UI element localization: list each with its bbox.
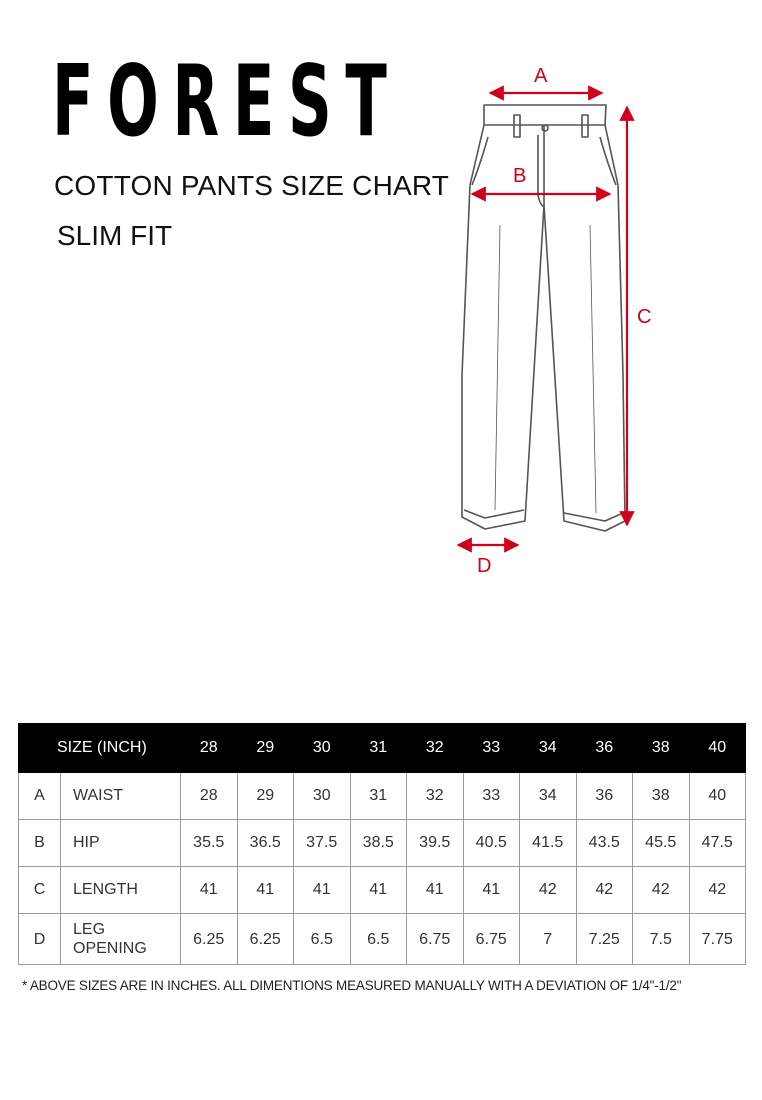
chart-title: COTTON PANTS SIZE CHART <box>54 170 450 201</box>
table-cell: 37.5 <box>294 820 351 867</box>
table-header-row <box>19 724 746 773</box>
table-cell: 41 <box>350 867 407 914</box>
table-cell: 42 <box>576 867 633 914</box>
header-size: 31 <box>350 724 407 773</box>
row-label-line: LEG <box>73 921 106 938</box>
table-cell: 38.5 <box>350 820 407 867</box>
row-label: WAIST <box>61 773 181 820</box>
header-size: 40 <box>689 724 746 773</box>
header-size: 30 <box>294 724 351 773</box>
label-c: C <box>637 306 652 328</box>
label-a: A <box>534 65 548 87</box>
table-row-waist <box>19 773 746 820</box>
table-cell: 6.5 <box>350 914 407 965</box>
table-cell: 42 <box>520 867 577 914</box>
fit-type: SLIM FIT <box>57 220 173 251</box>
row-code: C <box>19 867 61 914</box>
table-cell: 7.5 <box>633 914 690 965</box>
table-cell: 6.25 <box>181 914 238 965</box>
table-cell: 41 <box>237 867 294 914</box>
table-cell: 41 <box>407 867 464 914</box>
row-label-line: OPENING <box>73 940 147 957</box>
row-code: B <box>19 820 61 867</box>
table-cell: 7.25 <box>576 914 633 965</box>
header-size: 33 <box>463 724 520 773</box>
table-cell: 41 <box>463 867 520 914</box>
table-cell: 7.75 <box>689 914 746 965</box>
table-cell: 41.5 <box>520 820 577 867</box>
row-label <box>61 914 181 965</box>
row-label: LENGTH <box>61 867 181 914</box>
header-size: 32 <box>407 724 464 773</box>
table-cell: 42 <box>689 867 746 914</box>
footnote: * ABOVE SIZES ARE IN INCHES. ALL DIMENTIONS MEASURED MANUALLY WITH A DEVIATION OF 1/4"-1/2" <box>22 978 682 993</box>
table-cell: 40 <box>689 773 746 820</box>
label-d: D <box>477 555 492 577</box>
header-size: 28 <box>181 724 238 773</box>
table-cell: 42 <box>633 867 690 914</box>
header-size-label: SIZE (INCH) <box>19 724 181 773</box>
brand-logo: FOREST <box>52 45 401 159</box>
size-table <box>18 723 746 965</box>
measurement-arrows <box>458 93 627 545</box>
table-cell: 29 <box>237 773 294 820</box>
table-cell: 40.5 <box>463 820 520 867</box>
table-cell: 6.75 <box>463 914 520 965</box>
pants-outline <box>462 105 625 531</box>
table-cell: 38 <box>633 773 690 820</box>
pants-measurement-diagram <box>440 55 670 585</box>
table-cell: 6.25 <box>237 914 294 965</box>
header-size: 38 <box>633 724 690 773</box>
table-cell: 41 <box>294 867 351 914</box>
header-size: 29 <box>237 724 294 773</box>
table-cell: 47.5 <box>689 820 746 867</box>
table-cell: 28 <box>181 773 238 820</box>
table-cell: 34 <box>520 773 577 820</box>
table-cell: 31 <box>350 773 407 820</box>
table-cell: 30 <box>294 773 351 820</box>
table-cell: 7 <box>520 914 577 965</box>
table-cell: 43.5 <box>576 820 633 867</box>
header-size: 34 <box>520 724 577 773</box>
table-cell: 36 <box>576 773 633 820</box>
table-cell: 6.75 <box>407 914 464 965</box>
row-label: HIP <box>61 820 181 867</box>
label-b: B <box>513 165 527 187</box>
table-cell: 41 <box>181 867 238 914</box>
table-cell: 35.5 <box>181 820 238 867</box>
table-cell: 36.5 <box>237 820 294 867</box>
table-cell: 32 <box>407 773 464 820</box>
table-cell: 45.5 <box>633 820 690 867</box>
row-code: A <box>19 773 61 820</box>
header-size: 36 <box>576 724 633 773</box>
table-cell: 39.5 <box>407 820 464 867</box>
row-code: D <box>19 914 61 965</box>
table-row-length <box>19 867 746 914</box>
table-cell: 6.5 <box>294 914 351 965</box>
table-row-leg-opening <box>19 914 746 965</box>
table-row-hip <box>19 820 746 867</box>
table-cell: 33 <box>463 773 520 820</box>
